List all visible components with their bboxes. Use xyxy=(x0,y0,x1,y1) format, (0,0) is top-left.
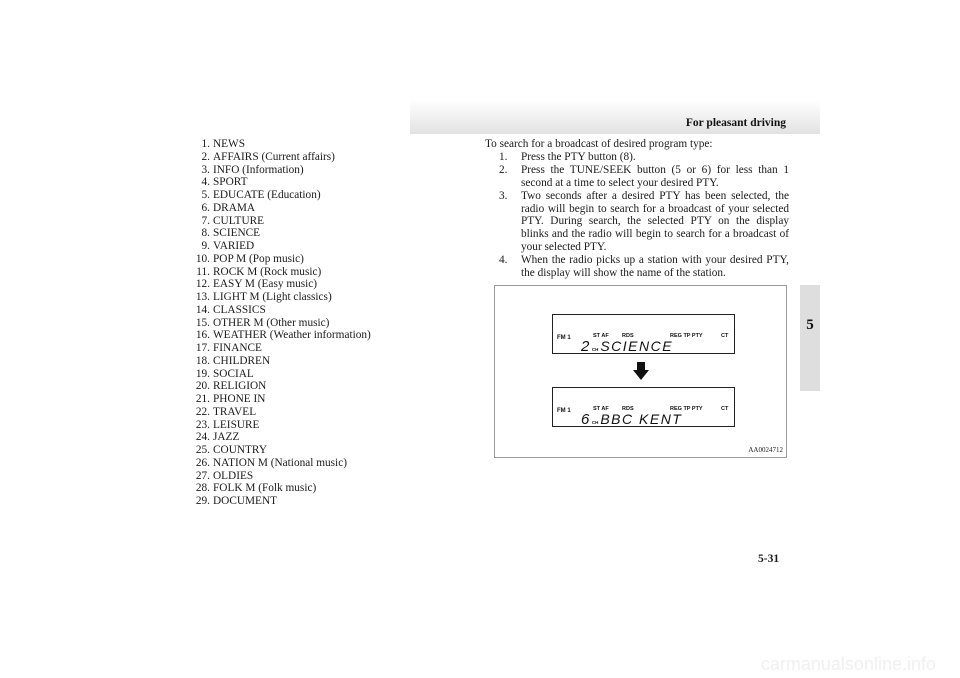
list-item: 1. Press the PTY button (8). xyxy=(499,150,636,163)
list-item: 23. LEISURE xyxy=(195,418,260,431)
running-header: For pleasant driving xyxy=(685,117,786,129)
list-item: 29. DOCUMENT xyxy=(195,495,278,507)
list-item: 11. ROCK M (Rock music) xyxy=(196,265,322,278)
list-item: 19. SOCIAL xyxy=(195,367,254,380)
list-item: 13. LIGHT M (Light classics) xyxy=(195,291,332,303)
list-item: 22. TRAVEL xyxy=(195,405,257,418)
chapter-tab xyxy=(800,285,820,391)
list-item: 12. EASY M (Easy music) xyxy=(195,278,318,291)
list-item: 21. PHONE IN xyxy=(195,393,266,405)
pty-list xyxy=(190,138,371,508)
pty-search-instructions xyxy=(485,138,789,280)
list-item: 2. AFFAIRS (Current affairs) xyxy=(201,150,335,163)
list-item: 6. DRAMA xyxy=(201,201,256,214)
list-item: 26. NATION M (National music) xyxy=(195,456,347,469)
list-item: 3. INFO (Information) xyxy=(201,163,304,176)
list-item: 7. CULTURE xyxy=(201,214,265,227)
list-item: 10. POP M (Pop music) xyxy=(195,252,304,265)
radio-display-searching: FM 1 ST AF RDS REG TP PTY CT 2CH SCIENCE xyxy=(552,314,735,354)
list-item: 2. Press the TUNE/SEEK button (5 or 6) for less than 1 second at a time to select your desired PTY. xyxy=(499,163,789,189)
list-item: 15. OTHER M (Other music) xyxy=(195,316,330,329)
list-item: 4. SPORT xyxy=(201,176,248,189)
list-item: 20. RELIGION xyxy=(195,380,267,393)
display-text: 2CH SCIENCE xyxy=(581,338,674,355)
watermark: carmanualsonline.info xyxy=(760,654,936,674)
list-item: 3. Two seconds after a desired PTY has been selected, the radio will begin to search for a broadcast of your selected PTY. During search, the selected PTY on the display blinks and the radio will begin to search for a broadcast of your selected PTY. xyxy=(499,189,789,254)
chapter-number: 5 xyxy=(806,317,814,333)
page-number: 5-31 xyxy=(758,553,780,565)
list-item: 24. JAZZ xyxy=(195,431,240,444)
list-item: 27. OLDIES xyxy=(195,469,254,482)
list-item: 28. FOLK M (Folk music) xyxy=(195,482,317,495)
list-item: 14. CLASSICS xyxy=(195,303,266,316)
list-item: 9. VARIED xyxy=(201,240,255,252)
radio-display-station: FM 1 ST AF RDS REG TP PTY CT 6CH BBC KENT xyxy=(552,387,735,427)
list-item: 4. When the radio picks up a station with your desired PTY, the display will show the name of the station. xyxy=(499,254,789,280)
display-text: 6CH BBC KENT xyxy=(581,411,683,428)
list-item: 18. CHILDREN xyxy=(195,354,271,367)
list-item: 1. NEWS xyxy=(201,138,246,150)
list-item: 17. FINANCE xyxy=(195,342,262,354)
figure-code: AA0024712 xyxy=(748,446,783,454)
list-item: 25. COUNTRY xyxy=(195,444,267,456)
list-item: 16. WEATHER (Weather information) xyxy=(195,329,371,342)
instruction-steps xyxy=(485,151,789,280)
instructions-intro: To search for a broadcast of desired program type: xyxy=(485,138,713,150)
list-item: 8. SCIENCE xyxy=(201,227,261,240)
radio-display-figure xyxy=(494,285,787,458)
down-arrow-icon xyxy=(633,362,649,380)
list-item: 5. EDUCATE (Education) xyxy=(201,189,321,201)
